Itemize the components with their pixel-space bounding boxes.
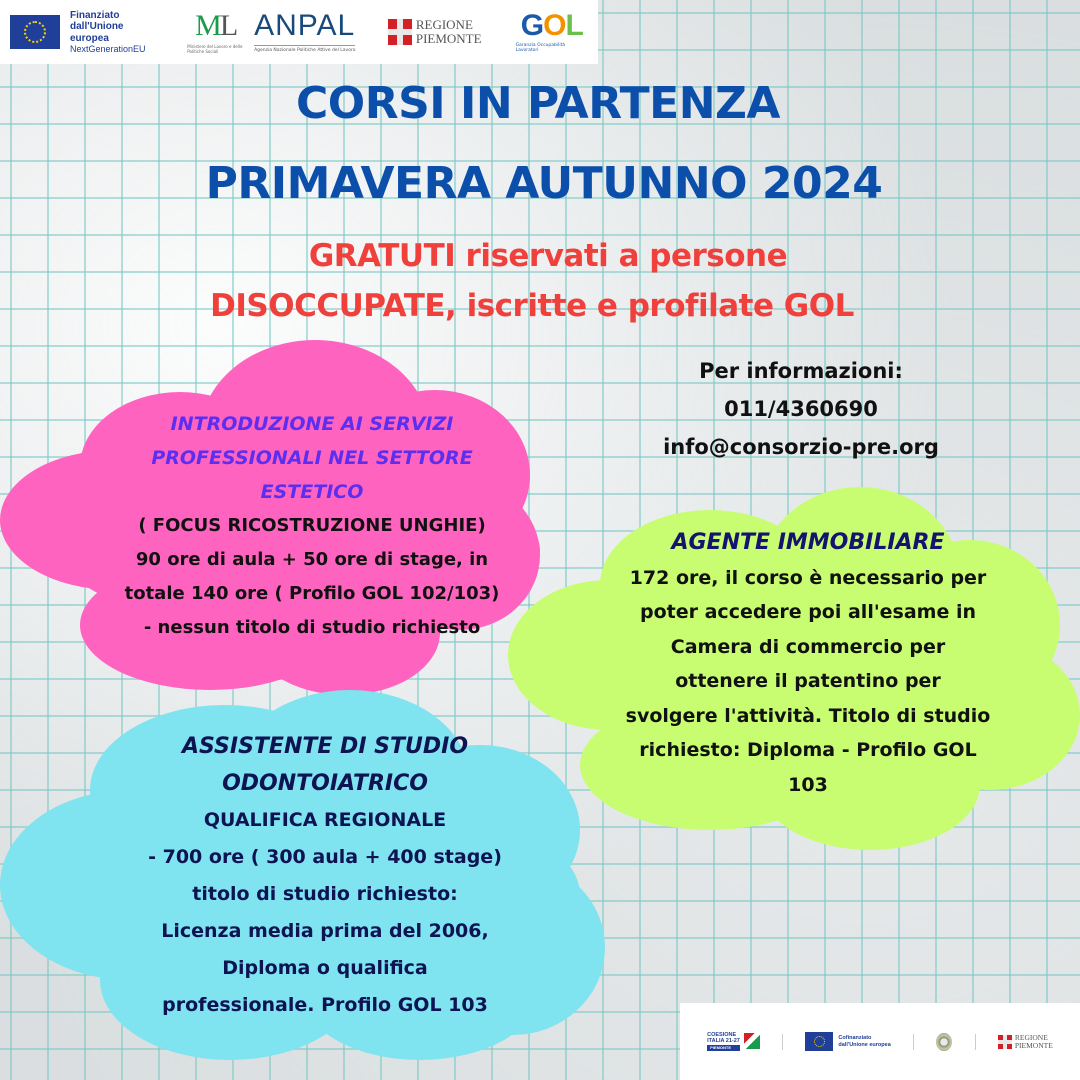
gol-letter-l: L (565, 9, 583, 42)
divider (913, 1034, 914, 1050)
course-body-line: poter accedere poi all'esame in (640, 601, 976, 623)
italian-republic-emblem-icon (936, 1033, 952, 1051)
piemonte-footer-line2: PIEMONTE (1014, 1040, 1053, 1050)
course-body-line: svolgere l'attività. Titolo di studio (625, 704, 991, 727)
course-body-line: titolo di studio richiesto: (192, 883, 458, 905)
course-body-line: Licenza media prima del 2006, (161, 920, 489, 942)
course-body-line: 90 ore di aula + 50 ore di stage, in (135, 549, 489, 570)
course-body-line: professionale. Profilo GOL 103 (162, 994, 488, 1016)
course-body-line: ottenere il patentino per (675, 670, 941, 692)
contact-email: info@consorzio-pre.org (663, 435, 939, 459)
course-body-line: 172 ore, il corso è necessario per (629, 566, 987, 589)
eu-funding-line2: dall'Unione europea (70, 21, 124, 44)
course-title-line: ASSISTENTE DI STUDIO (181, 734, 469, 759)
contact-label: Per informazioni: (699, 359, 903, 383)
contact-info (620, 352, 982, 466)
coesione-line2: ITALIA 21-27 (707, 1037, 740, 1044)
course-body-line: - nessun titolo di studio richiesto (143, 617, 481, 638)
headline-line1: CORSI IN PARTENZA (296, 78, 780, 129)
divider (975, 1034, 976, 1050)
course-estetico (82, 407, 542, 645)
ml-subtitle: Ministero del Lavoro e delle Politiche Sociali (187, 43, 243, 54)
anpal-logo (254, 11, 362, 53)
gol-letter-g: G (520, 9, 544, 42)
regione-piemonte-footer-logo (998, 1034, 1053, 1050)
course-body-line: 103 (788, 773, 828, 796)
coesione-bar: PIEMONTE (707, 1045, 740, 1051)
course-estetico-title (82, 407, 542, 509)
eu-funding-line1: Finanziato (70, 9, 120, 21)
course-title-line: ODONTOIATRICO (222, 771, 428, 796)
cofinanziato-line2: dall'Unione europea (838, 1041, 891, 1048)
subheadline-line2: DISOCCUPATE, iscritte e profilate GOL (210, 288, 854, 324)
coesione-italia-logo (707, 1032, 760, 1051)
ministero-lavoro-logo (187, 8, 244, 54)
coesione-line1: COESIONE (707, 1031, 737, 1038)
course-body-line: totale 140 ore ( Profilo GOL 102/103) (124, 583, 500, 604)
course-odontoiatrico (100, 728, 550, 1024)
course-agente-title: AGENTE IMMOBILIARE (671, 530, 945, 555)
cofinanziato-ue-logo (805, 1032, 890, 1051)
gol-subtitle: Garanzia Occupabilità Lavoratori (515, 43, 566, 53)
footer-logo-strip (680, 1003, 1080, 1080)
piemonte-line2: PIEMONTE (415, 31, 482, 46)
course-title-line: INTRODUZIONE AI SERVIZI (170, 413, 454, 435)
course-title-line: PROFESSIONALI NEL SETTORE (151, 447, 473, 469)
piemonte-line1: REGIONE (415, 17, 473, 33)
headline-line2: PRIMAVERA AUTUNNO 2024 (205, 158, 883, 209)
divider (782, 1034, 783, 1050)
course-body-line: richiesto: Diploma - Profilo GOL (639, 739, 977, 761)
subheadline-line1: GRATUTI riservati a persone (308, 238, 788, 274)
regione-piemonte-logo (388, 18, 482, 45)
course-body-line: QUALIFICA REGIONALE (203, 809, 447, 831)
header-logo-strip (0, 0, 598, 64)
gol-logo (516, 11, 588, 53)
ml-letter-l: L (219, 8, 237, 42)
course-agente-immobiliare (578, 526, 1038, 802)
course-body-line: Camera di commercio per (670, 635, 946, 658)
eu-funding-label (70, 10, 163, 55)
cofinanziato-line1: Cofinanziato (838, 1034, 872, 1041)
piemonte-shield-icon (998, 1035, 1012, 1049)
course-odontoiatrico-title (100, 728, 550, 802)
course-body-line: - 700 ore ( 300 aula + 400 stage) (148, 846, 502, 868)
coesione-cube-icon (744, 1033, 760, 1049)
ml-letter-m: M (195, 8, 220, 42)
anpal-name: ANPAL (254, 9, 356, 42)
piemonte-shield-icon (388, 19, 412, 45)
eu-flag-icon (805, 1032, 833, 1051)
contact-phone: 011/4360690 (724, 397, 878, 421)
course-body-line: Diploma o qualifica (222, 957, 428, 979)
piemonte-footer-line1: REGIONE (1014, 1032, 1048, 1042)
course-title-line: ESTETICO (260, 481, 364, 503)
eu-flag-icon (10, 15, 60, 49)
course-body-line: ( FOCUS RICOSTRUZIONE UNGHIE) (138, 515, 486, 536)
gol-letter-o: O (543, 9, 566, 42)
eu-funding-line3: NextGenerationEU (70, 44, 146, 55)
anpal-subtitle: Agenzia Nazionale Politiche Attive del Lavoro (254, 45, 355, 53)
